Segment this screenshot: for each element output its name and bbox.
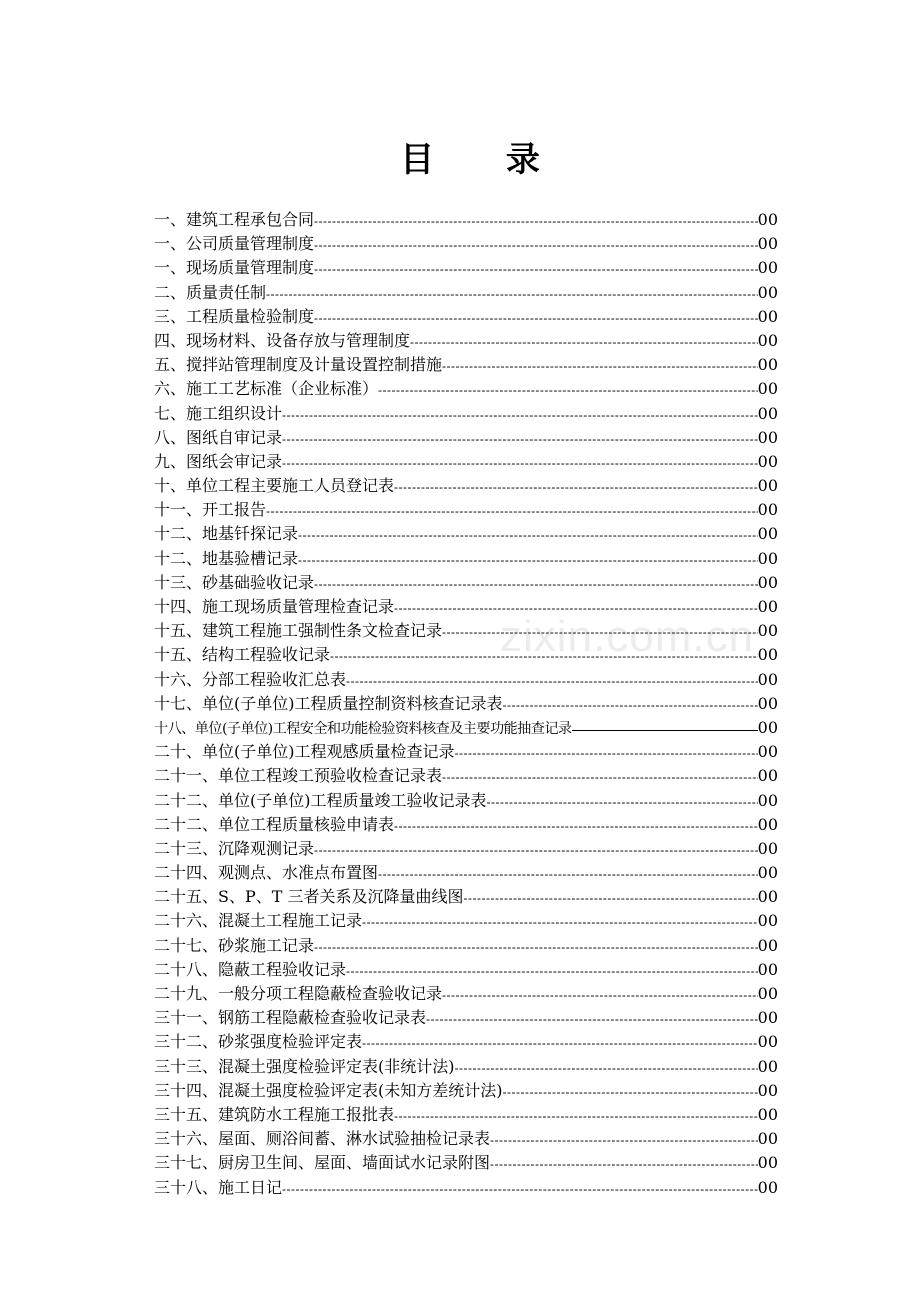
toc-entry-title: 二十八、隐蔽工程验收记录 xyxy=(154,959,347,979)
toc-entry xyxy=(154,426,778,450)
toc-entry xyxy=(154,619,778,643)
toc-entry xyxy=(154,474,778,498)
toc-entry-page-number: 00 xyxy=(757,476,778,496)
toc-entry-page-number: 00 xyxy=(757,984,778,1003)
toc-leader-dashes xyxy=(314,257,758,280)
toc-leader-dashes xyxy=(314,306,758,329)
toc-entry-page-number: 00 xyxy=(757,717,778,737)
toc-entry xyxy=(154,522,778,546)
toc-entry-page-number: 00 xyxy=(757,282,778,302)
toc-entry-page-number: 00 xyxy=(757,790,778,810)
toc-entry-title: 十二、地基验槽记录 xyxy=(154,548,299,568)
toc-entry-title: 五、搅拌站管理制度及计量设置控制措施 xyxy=(154,355,443,375)
toc-leader-dashes xyxy=(266,499,758,522)
toc-entry-title: 二十一、单位工程竣工预验收检查记录表 xyxy=(154,766,443,786)
toc-entry-title: 十六、分部工程验收汇总表 xyxy=(154,669,347,689)
toc-entry xyxy=(154,402,778,426)
toc-entry xyxy=(154,668,778,692)
toc-entry-title: 十五、结构工程验收记录 xyxy=(154,645,331,665)
toc-entry-page-number: 00 xyxy=(757,403,778,423)
toc-entry xyxy=(154,1127,778,1151)
toc-leader-dashes xyxy=(487,790,758,813)
toc-entry-title: 十一、开工报告 xyxy=(154,500,267,520)
toc-entry-title: 二十二、单位(子单位)工程质量竣工验收记录表 xyxy=(154,790,487,810)
toc-entry xyxy=(154,232,778,256)
toc-entry-title: 二十四、观测点、水准点布置图 xyxy=(154,863,379,883)
toc-entry-title: 三十八、施工日记 xyxy=(154,1177,283,1197)
toc-leader-dashes xyxy=(314,209,758,232)
toc-entry-page-number: 00 xyxy=(757,548,778,568)
toc-entry-title: 十五、建筑工程施工强制性条文检查记录 xyxy=(154,621,443,641)
toc-entry xyxy=(154,716,778,740)
toc-entry-page-number: 00 xyxy=(757,621,778,641)
toc-entry-page-number: 00 xyxy=(757,1080,778,1100)
toc-leader-dashes xyxy=(378,862,758,885)
toc-entry-page-number: 00 xyxy=(757,1177,778,1197)
toc-entry-title: 二、质量责任制 xyxy=(154,282,267,302)
toc-leader-dashes xyxy=(282,1177,758,1200)
toc-entry-page-number: 00 xyxy=(757,500,778,520)
toc-leader-dashes xyxy=(455,741,758,764)
toc-leader-dashes xyxy=(426,1007,758,1030)
toc-entry-page-number: 00 xyxy=(757,814,778,834)
toc-entry-page-number: 00 xyxy=(757,742,778,762)
toc-leader-dashes xyxy=(442,765,758,788)
toc-entry xyxy=(154,764,778,788)
toc-entry xyxy=(154,1079,778,1103)
toc-leader-dashes xyxy=(282,451,758,474)
toc-entry xyxy=(154,1103,778,1127)
toc-entry xyxy=(154,256,778,280)
toc-entry-title: 四、现场材料、设备存放与管理制度 xyxy=(154,330,411,350)
toc-leader-dashes xyxy=(394,475,758,498)
toc-entry-page-number: 00 xyxy=(757,258,778,278)
toc-entry xyxy=(154,909,778,933)
toc-entry xyxy=(154,1055,778,1079)
toc-leader-dashes xyxy=(442,354,758,377)
toc-entry-title: 十三、砂基础验收记录 xyxy=(154,572,315,592)
toc-entry xyxy=(154,885,778,909)
toc-entry-title: 一、现场质量管理制度 xyxy=(154,258,315,278)
toc-entry-page-number: 00 xyxy=(757,210,778,229)
toc-leader-dashes xyxy=(572,730,758,731)
toc-entry xyxy=(154,1030,778,1054)
toc-entry-title: 十二、地基钎探记录 xyxy=(154,524,299,544)
toc-entry xyxy=(154,789,778,813)
toc-entry-page-number: 00 xyxy=(757,935,778,955)
toc-leader-dashes xyxy=(314,572,758,595)
toc-entry-page-number: 00 xyxy=(757,427,778,447)
toc-entry xyxy=(154,643,778,667)
toc-entry xyxy=(154,813,778,837)
toc-entry-title: 九、图纸会审记录 xyxy=(154,451,283,471)
toc-entry xyxy=(154,1006,778,1030)
toc-entry-page-number: 00 xyxy=(757,693,778,713)
watermark: zixin.com.cn xyxy=(500,612,755,661)
toc-entry-title: 七、施工组织设计 xyxy=(154,403,283,423)
toc-entry-page-number: 00 xyxy=(757,1129,778,1149)
toc-leader-dashes xyxy=(314,233,758,256)
toc-leader-dashes xyxy=(394,596,758,619)
toc-entry xyxy=(154,1176,778,1200)
toc-entry-title: 二十、单位(子单位)工程观感质量检查记录 xyxy=(154,742,455,762)
toc-entry xyxy=(154,861,778,885)
toc-leader-dashes xyxy=(410,330,758,353)
toc-leader-dashes xyxy=(314,838,758,861)
toc-entry-title: 三、工程质量检验制度 xyxy=(154,306,315,326)
toc-entry-page-number: 00 xyxy=(757,306,778,326)
toc-entry xyxy=(154,692,778,716)
toc-entry xyxy=(154,353,778,377)
toc-entry-page-number: 00 xyxy=(757,330,778,350)
page-title: 目 录 xyxy=(400,140,570,180)
toc-entry-page-number: 00 xyxy=(757,959,778,979)
toc-entry-title: 二十五、S、P、T 三者关系及沉降量曲线图 xyxy=(154,887,464,907)
toc-entry-title: 一、建筑工程承包合同 xyxy=(154,210,315,229)
toc-entry-page-number: 00 xyxy=(757,597,778,616)
toc-leader-dashes xyxy=(362,1031,758,1054)
toc-leader-dashes xyxy=(490,1152,758,1175)
toc-entry xyxy=(154,595,778,619)
toc-entry xyxy=(154,281,778,305)
toc-entry xyxy=(154,934,778,958)
toc-entry xyxy=(154,450,778,474)
toc-entry-page-number: 00 xyxy=(757,669,778,689)
toc-entry-title: 三十四、混凝土强度检验评定表(未知方差统计法) xyxy=(154,1080,503,1100)
toc-leader-dashes xyxy=(346,959,758,982)
toc-entry xyxy=(154,982,778,1006)
toc-leader-dashes xyxy=(503,693,758,716)
toc-entry-title: 十四、施工现场质量管理检查记录 xyxy=(154,597,395,616)
toc-entry-title: 二十六、混凝土工程施工记录 xyxy=(154,911,363,931)
toc-entry xyxy=(154,547,778,571)
toc-entry-page-number: 00 xyxy=(757,911,778,931)
toc-entry-title: 三十三、混凝土强度检验评定表(非统计法) xyxy=(154,1056,455,1076)
toc-leader-dashes xyxy=(442,620,758,643)
toc-leader-dashes xyxy=(464,886,758,909)
toc-entry-page-number: 00 xyxy=(757,524,778,544)
toc-leader-dashes xyxy=(455,1056,758,1079)
toc-entry-title: 二十七、砂浆施工记录 xyxy=(154,935,315,955)
toc-entry-title: 八、图纸自审记录 xyxy=(154,427,283,447)
toc-entry xyxy=(154,329,778,353)
toc-entry-page-number: 00 xyxy=(757,1153,778,1173)
toc-entry-title: 三十六、屋面、厕浴间蓄、淋水试验抽检记录表 xyxy=(154,1129,491,1149)
toc-leader-dashes xyxy=(378,378,758,401)
toc-entry-title: 三十一、钢筋工程隐蔽检查验收记录表 xyxy=(154,1008,427,1028)
toc-entry xyxy=(154,571,778,595)
toc-entry-title: 三十二、砂浆强度检验评定表 xyxy=(154,1032,363,1052)
toc-entry-title: 三十五、建筑防水工程施工报批表 xyxy=(154,1104,395,1124)
toc-leader-dashes xyxy=(266,282,758,305)
toc-leader-dashes xyxy=(330,644,758,667)
toc-entry-page-number: 00 xyxy=(757,1056,778,1076)
toc-entry-title: 一、公司质量管理制度 xyxy=(154,234,315,254)
toc-entry xyxy=(154,305,778,329)
toc-entry-page-number: 00 xyxy=(757,766,778,786)
toc-leader-dashes xyxy=(298,523,758,546)
toc-entry-page-number: 00 xyxy=(757,1104,778,1124)
toc-entry xyxy=(154,837,778,861)
toc-entry-page-number: 00 xyxy=(757,645,778,665)
toc-entry xyxy=(154,740,778,764)
toc-entry-title: 二十九、一般分项工程隐蔽检查验收记录 xyxy=(154,984,443,1003)
toc-entry-title: 二十三、沉降观测记录 xyxy=(154,838,315,858)
toc-leader-dashes xyxy=(362,910,758,933)
toc-entry-page-number: 00 xyxy=(757,863,778,883)
toc-entry xyxy=(154,1151,778,1175)
toc-leader-dashes xyxy=(282,403,758,426)
toc-entry-page-number: 00 xyxy=(757,838,778,858)
toc-entry xyxy=(154,377,778,401)
toc-entry-title: 六、施工工艺标准（企业标准） xyxy=(154,379,379,399)
toc-entry-title: 十八、单位(子单位)工程安全和功能检验资料核查及主要功能抽查记录 xyxy=(154,720,572,737)
toc-entry xyxy=(154,958,778,982)
toc-entry-page-number: 00 xyxy=(757,887,778,907)
toc-entry-page-number: 00 xyxy=(757,1008,778,1028)
toc-entry-title: 二十二、单位工程质量核验申请表 xyxy=(154,814,395,834)
toc-entry-title: 十七、单位(子单位)工程质量控制资料核查记录表 xyxy=(154,693,503,713)
toc-entry xyxy=(154,208,778,232)
toc-entry-page-number: 00 xyxy=(757,379,778,399)
toc-entry-title: 十、单位工程主要施工人员登记表 xyxy=(154,476,395,496)
toc-leader-dashes xyxy=(346,669,758,692)
table-of-contents xyxy=(154,208,778,1200)
toc-entry-page-number: 00 xyxy=(757,234,778,254)
toc-leader-dashes xyxy=(314,935,758,958)
toc-leader-dashes xyxy=(394,814,758,837)
toc-leader-dashes xyxy=(298,548,758,571)
toc-entry-page-number: 00 xyxy=(757,572,778,592)
toc-leader-dashes xyxy=(394,1104,758,1127)
toc-leader-dashes xyxy=(282,427,758,450)
toc-leader-dashes xyxy=(442,983,758,1006)
toc-leader-dashes xyxy=(490,1128,758,1151)
toc-entry-page-number: 00 xyxy=(757,451,778,471)
toc-entry xyxy=(154,498,778,522)
toc-entry-page-number: 00 xyxy=(757,355,778,375)
toc-entry-page-number: 00 xyxy=(757,1032,778,1052)
toc-entry-title: 三十七、厨房卫生间、屋面、墙面试水记录附图 xyxy=(154,1153,491,1173)
toc-leader-dashes xyxy=(503,1080,758,1103)
